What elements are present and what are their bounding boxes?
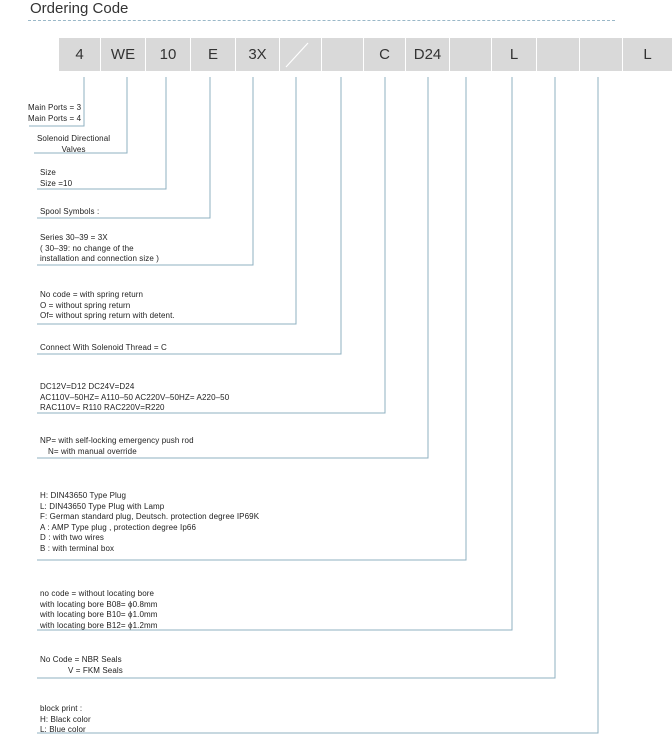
code-cell-override <box>450 38 491 71</box>
code-cell-size: 10 <box>146 38 190 71</box>
leader-seals <box>37 77 555 678</box>
legend-series: Series 30–39 = 3X ( 30–39: no change of the installation and connection size ) <box>40 233 160 263</box>
legend-plug: H: DIN43650 Type Plug L: DIN43650 Type Plug with Lamp F: German standard plug, Deutsch. protection degree IP69K A : AMP Type plug , protection degree Ip66 D : with two wires B : with terminal box <box>40 491 260 553</box>
code-cell-series: 3X <box>236 38 279 71</box>
title-divider <box>28 20 615 21</box>
code-cell-voltage: D24 <box>406 38 449 71</box>
legend-spring: No code = with spring return O = without spring return Of= without spring return with detent. <box>40 290 175 320</box>
legend-voltage: DC12V=D12 DC24V=D24 AC110V–50HZ= A110–50 AC220V–50HZ= A220–50 RAC110V= R110 RAC220V=R220 <box>40 382 230 412</box>
code-cell-ports: 4 <box>59 38 100 71</box>
code-cell-type: WE <box>101 38 145 71</box>
legend-ports: Main Ports = 3 Main Ports = 4 <box>28 103 82 123</box>
legend-seals: No Code = NBR Seals V = FKM Seals <box>40 655 123 675</box>
code-cell-spool: E <box>191 38 235 71</box>
code-cell-plug: L <box>492 38 536 71</box>
legend-spool: Spool Symbols : <box>40 207 100 216</box>
slash-mark <box>280 38 321 71</box>
code-cell-thread: C <box>364 38 405 71</box>
legend-bore: no code = without locating bore with locating bore B08= ϕ0.8mm with locating bore B10= ϕ1.0mm with locating bore B12= ϕ1.2mm <box>40 589 158 630</box>
code-cell-spring <box>322 38 363 71</box>
code-cell-color: L <box>623 38 672 71</box>
code-cell-separator <box>280 38 321 71</box>
code-cell-bore <box>537 38 579 71</box>
legend-thread: Connect With Solenoid Thread = C <box>40 343 167 352</box>
legend-override: NP= with self-locking emergency push rod N= with manual override <box>40 436 194 456</box>
legend-color: block print : H: Black color L: Blue color <box>40 704 91 734</box>
section-title: Ordering Code <box>30 0 129 17</box>
legend-valve: Solenoid Directional Valves <box>37 134 111 154</box>
code-cell-seals <box>580 38 622 71</box>
legend-size: Size Size =10 <box>40 168 73 188</box>
